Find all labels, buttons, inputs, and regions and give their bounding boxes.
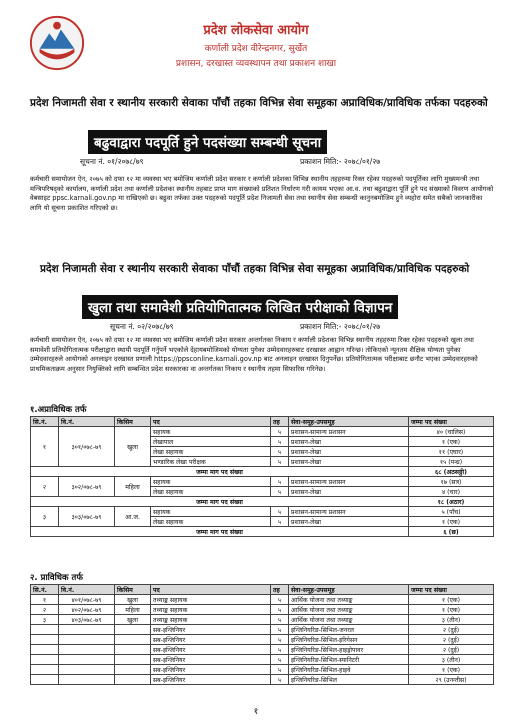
post-cell: भण्डारिक लेखा परीक्षक: [151, 457, 271, 467]
table-row: [31, 625, 494, 635]
service-group-cell: आर्थिक योजना तथा तथ्याङ्क: [289, 615, 409, 625]
level-cell: ५: [271, 517, 289, 527]
post-cell: तथ्याङ्क सहायक: [151, 615, 271, 625]
total-row: [31, 527, 494, 537]
total-label: जम्मा माग पद संख्या: [31, 467, 409, 477]
service-group-cell: आर्थिक योजना तथा तथ्याङ्क: [289, 605, 409, 615]
table-row: [31, 655, 494, 665]
type-cell: खुला: [115, 427, 151, 467]
notice1-body: कर्मचारी समायोजन ऐन, २०७५ को दफा १२ मा व्यवस्था भए बमोजिम कर्णाली प्रदेश सरकार र कर्णाली प्रदेशका विभिन्न स्थानीय तहहरुमा रिक्त रहेका पदहरुको पदपूर्तिका लागि मुख्यमन्त्री तथा मन्त्रिपरिषद्को कार्यालय, कर्णाली प्रदेश तथा कर्णाली प्रदेशका स्थानीय तहबाट प्राप्त माग संख्याको प्रतिशत निर्धारण गरी कायम भएका आ.व. तथा बढुवाद्वारा पूर्ति हुने पद संख्याको विवरण आयोगको वेबसाइट ppsc.karnali.gov.np मा राखिएको छ। बढुवा तर्फका उक्त पदहरुको पदपूर्ति प्रदेश निजामती सेवा तथा स्थानीय सेवा सम्बन्धी कानुनबमोजिम हुने व्यहोरा समेत सबैको जानकारीका लागि यो सूचना प्रकाशित गरिएको छ।: [30, 175, 494, 212]
level-cell: ५: [271, 615, 289, 625]
org-address: कर्णाली प्रदेश वीरेन्द्रनगर, सुर्खेत: [204, 44, 308, 54]
post-cell: सब-इन्जिनियर: [151, 645, 271, 655]
service-group-cell: इन्जिनियरिङ-सिभिल-जनरल: [289, 625, 409, 635]
level-cell: ५: [271, 625, 289, 635]
advert-no-cell: ३०३/०७८-७९: [59, 507, 115, 527]
service-group-cell: प्रशासन-लेखा: [289, 447, 409, 457]
table-row: [31, 477, 494, 487]
type-cell: [115, 625, 151, 635]
post-count-cell: १ (एक): [409, 665, 494, 675]
serial-cell: [31, 655, 59, 665]
type-cell: [115, 665, 151, 675]
serial-cell: २: [31, 477, 59, 497]
advert-no-cell: [59, 625, 115, 635]
service-group-cell: इन्जिनियरिङ-सिभिल: [289, 675, 409, 685]
service-group-cell: प्रशासन-लेखा: [289, 457, 409, 467]
column-header: तह: [271, 417, 289, 427]
level-cell: ५: [271, 665, 289, 675]
post-count-cell: १ (एक): [409, 605, 494, 615]
serial-cell: [31, 675, 59, 685]
service-group-cell: इन्जिनियरिङ-सिभिल-स्यानिटरी: [289, 655, 409, 665]
service-group-cell: प्रशासन-लेखा: [289, 487, 409, 497]
type-cell: महिला: [115, 477, 151, 497]
advert-no-cell: [59, 645, 115, 655]
serial-cell: ३: [31, 615, 59, 625]
level-cell: ५: [271, 595, 289, 605]
serial-cell: १: [31, 595, 59, 605]
column-header: जम्मा पद संख्या: [409, 585, 494, 595]
advert-no-cell: [59, 635, 115, 645]
section1-title: १.अप्राविधिक तर्फ: [30, 405, 87, 415]
level-cell: ५: [271, 477, 289, 487]
notice1-banner: बढुवाद्वारा पदपूर्ति हुने पदसंख्या सम्बन्धी सूचना: [88, 130, 327, 154]
total-row: [31, 467, 494, 477]
level-cell: ५: [271, 427, 289, 437]
post-count-cell: १७ (सत्र): [409, 477, 494, 487]
level-cell: ५: [271, 457, 289, 467]
post-cell: सहायक: [151, 427, 271, 437]
post-count-cell: ५ (पाँच): [409, 507, 494, 517]
level-cell: ५: [271, 437, 289, 447]
post-count-cell: १ (एक): [409, 517, 494, 527]
service-group-cell: आर्थिक योजना तथा तथ्याङ्क: [289, 595, 409, 605]
notice2-body: कर्मचारी समायोजन ऐन, २०७५ को दफा १२ मा व्यवस्था भए बमोजिम कर्णाली प्रदेश सरकार अन्तर्गतका निकाय र कर्णाली प्रदेशका विभिन्न स्थानीय तहहरुमा रिक्त रहेका पदहरुको खुला तथा समावेशी प्रतियोगितात्मक परीक्षाद्वारा स्थायी पदपूर्ति गर्नुपर्ने भएकोले देहायबमोजिमको योग्यता पुगेका उम्मेदवारहरुबाट दरखास्त आह्वान गरिन्छ। तोकिएको न्यूनतम शैक्षिक योग्यता पुगेका उम्मेदवारहरुले आयोगको अनलाइन दरखास्त प्रणाली https://ppsconline.karnali.gov.np बाट अनलाइन दरखास्त दिनुपर्नेछ। प्रतियोगितात्मक परीक्षाबाट छनौट भएका उम्मेदवारहरुको प्राथमिकताक्रम अनुसार नियुक्तिको लागि सम्बन्धित प्रदेश सरकारका वा अन्तर्गतका निकाय र स्थानीय तहमा सिफारिस गरिनेछ।: [30, 336, 478, 373]
type-cell: [115, 655, 151, 665]
notice1-heading: प्रदेश निजामती सेवा र स्थानीय सरकारी सेवाका पाँचौं तहका विभिन्न सेवा समूहका अप्राविधिक/प्राविधिक तर्फका पदहरुको: [30, 97, 488, 109]
post-cell: सब-इन्जिनियर: [151, 665, 271, 675]
column-header: पद: [151, 417, 271, 427]
table-row: [31, 675, 494, 685]
table-header-row: [31, 585, 494, 595]
table-row: [31, 615, 494, 625]
serial-cell: [31, 645, 59, 655]
service-group-cell: इन्जिनियरिङ-सिभिल-इरिगेसन: [289, 635, 409, 645]
type-cell: खुला: [115, 595, 151, 605]
type-cell: [115, 635, 151, 645]
total-label: जम्मा माग पद संख्या: [31, 527, 409, 537]
serial-cell: [31, 665, 59, 675]
level-cell: ५: [271, 487, 289, 497]
post-cell: लेखा सहायक: [151, 447, 271, 457]
column-header: सि.नं.: [31, 417, 59, 427]
service-group-cell: इन्जिनियरिङ-सिभिल-हाइड्रोपावर: [289, 645, 409, 655]
advert-no-cell: [59, 665, 115, 675]
level-cell: ५: [271, 635, 289, 645]
service-group-cell: प्रशासन-लेखा: [289, 437, 409, 447]
post-cell: तथ्याङ्क सहायक: [151, 605, 271, 615]
post-cell: तथ्याङ्क सहायक: [151, 595, 271, 605]
column-header: वि.नं.: [59, 417, 115, 427]
serial-cell: ३: [31, 507, 59, 527]
type-cell: [115, 645, 151, 655]
service-group-cell: प्रशासन-सामान्य प्रशासन: [289, 507, 409, 517]
serial-cell: १: [31, 427, 59, 467]
post-cell: लेखा सहायक: [151, 517, 271, 527]
org-block: [0, 20, 512, 69]
table-row: [31, 605, 494, 615]
type-cell: [115, 675, 151, 685]
technical-posts-table: [30, 584, 494, 685]
type-cell: महिला: [115, 605, 151, 615]
post-count-cell: ३ (तीन): [409, 615, 494, 625]
table-row: [31, 427, 494, 437]
table-row: [31, 595, 494, 605]
advert-no-cell: ४०३/०७८-७९: [59, 615, 115, 625]
post-cell: लेखा सहायक: [151, 487, 271, 497]
type-cell: खुला: [115, 615, 151, 625]
post-cell: सब-इन्जिनियर: [151, 635, 271, 645]
total-value: १८ (अठार): [409, 497, 494, 507]
post-count-cell: १ (एक): [409, 595, 494, 605]
advert-no-cell: [59, 675, 115, 685]
org-branch: प्रशासन, दरखास्त व्यवस्थापन तथा प्रकाशन शाखा: [175, 59, 337, 69]
advert-no-cell: ३०२/०७८-७९: [59, 477, 115, 497]
service-group-cell: प्रशासन-सामान्य प्रशासन: [289, 477, 409, 487]
total-value: ६ (छ): [409, 527, 494, 537]
serial-cell: २: [31, 605, 59, 615]
total-label: जम्मा माग पद संख्या: [31, 497, 409, 507]
level-cell: ५: [271, 645, 289, 655]
post-count-cell: १ (एक): [409, 437, 494, 447]
notice2-banner: खुला तथा समावेशी प्रतियोगितात्मक लिखित परीक्षाको विज्ञापन: [82, 295, 398, 319]
column-header: वि.नं.: [59, 585, 115, 595]
nontechnical-posts-table: [30, 416, 494, 537]
table-row: [31, 665, 494, 675]
post-count-cell: ११ (एघार): [409, 447, 494, 457]
advert-no-cell: ४०१/०७८-७९: [59, 595, 115, 605]
section2-title: २. प्राविधिक तर्फ: [30, 573, 83, 583]
notice2-date: प्रकाशन मिति:- २०७८/०१/२७: [300, 322, 381, 331]
column-header: जम्मा पद संख्या: [409, 417, 494, 427]
post-cell: लेखापाल: [151, 437, 271, 447]
page-number: १: [253, 707, 259, 717]
post-count-cell: १५ (पन्ध्र): [409, 457, 494, 467]
post-cell: सब-इन्जिनियर: [151, 655, 271, 665]
table-header-row: [31, 417, 494, 427]
level-cell: ५: [271, 447, 289, 457]
post-count-cell: २ (दुई): [409, 635, 494, 645]
post-count-cell: ४ (चार): [409, 487, 494, 497]
letterhead: [0, 0, 512, 80]
post-count-cell: ४० (चालिस): [409, 427, 494, 437]
post-cell: सब-इन्जिनियर: [151, 675, 271, 685]
column-header: सि.नं.: [31, 585, 59, 595]
level-cell: ५: [271, 675, 289, 685]
table-row: [31, 645, 494, 655]
org-name: प्रदेश लोकसेवा आयोग: [203, 23, 309, 38]
service-group-cell: इन्जिनियरिङ-सिभिल-हाइवे: [289, 665, 409, 675]
level-cell: ५: [271, 655, 289, 665]
post-count-cell: २ (दुई): [409, 645, 494, 655]
post-cell: सब-इन्जिनियर: [151, 625, 271, 635]
post-count-cell: २ (दुई): [409, 625, 494, 635]
post-count-cell: २९ (उनन्तीस): [409, 675, 494, 685]
post-cell: सहायक: [151, 477, 271, 487]
column-header: सेवा-समूह-उपसमूह: [289, 417, 409, 427]
table-row: [31, 507, 494, 517]
serial-cell: [31, 625, 59, 635]
total-row: [31, 497, 494, 507]
level-cell: ५: [271, 605, 289, 615]
column-header: तह: [271, 585, 289, 595]
table-row: [31, 635, 494, 645]
total-value: ६८ (अठसठ्ठी): [409, 467, 494, 477]
type-cell: आ.ज.: [115, 507, 151, 527]
column-header: सेवा-समूह-उपसमूह: [289, 585, 409, 595]
notice1-number: सूचना नं. ०१/२०७८/७९: [80, 157, 144, 166]
advert-no-cell: ३०१/०७८-७९: [59, 427, 115, 467]
post-cell: सहायक: [151, 507, 271, 517]
column-header: किसिम: [115, 417, 151, 427]
advert-no-cell: [59, 655, 115, 665]
column-header: किसिम: [115, 585, 151, 595]
service-group-cell: प्रशासन-सामान्य प्रशासन: [289, 427, 409, 437]
serial-cell: [31, 635, 59, 645]
notice2-number: सूचना नं. ०२/२०७८/७९: [110, 322, 174, 331]
post-count-cell: ३ (तीन): [409, 655, 494, 665]
column-header: पद: [151, 585, 271, 595]
notice1-date: प्रकाशन मिति:- २०७८/०१/२७: [300, 157, 381, 166]
service-group-cell: प्रशासन-लेखा: [289, 517, 409, 527]
notice2-heading: प्रदेश निजामती सेवा र स्थानीय सरकारी सेवाका पाँचौं तहका विभिन्न सेवा समूहका अप्राविधिक/प्राविधिक पदहरुको: [40, 263, 470, 275]
advert-no-cell: ४०२/०७८-७९: [59, 605, 115, 615]
level-cell: ५: [271, 507, 289, 517]
